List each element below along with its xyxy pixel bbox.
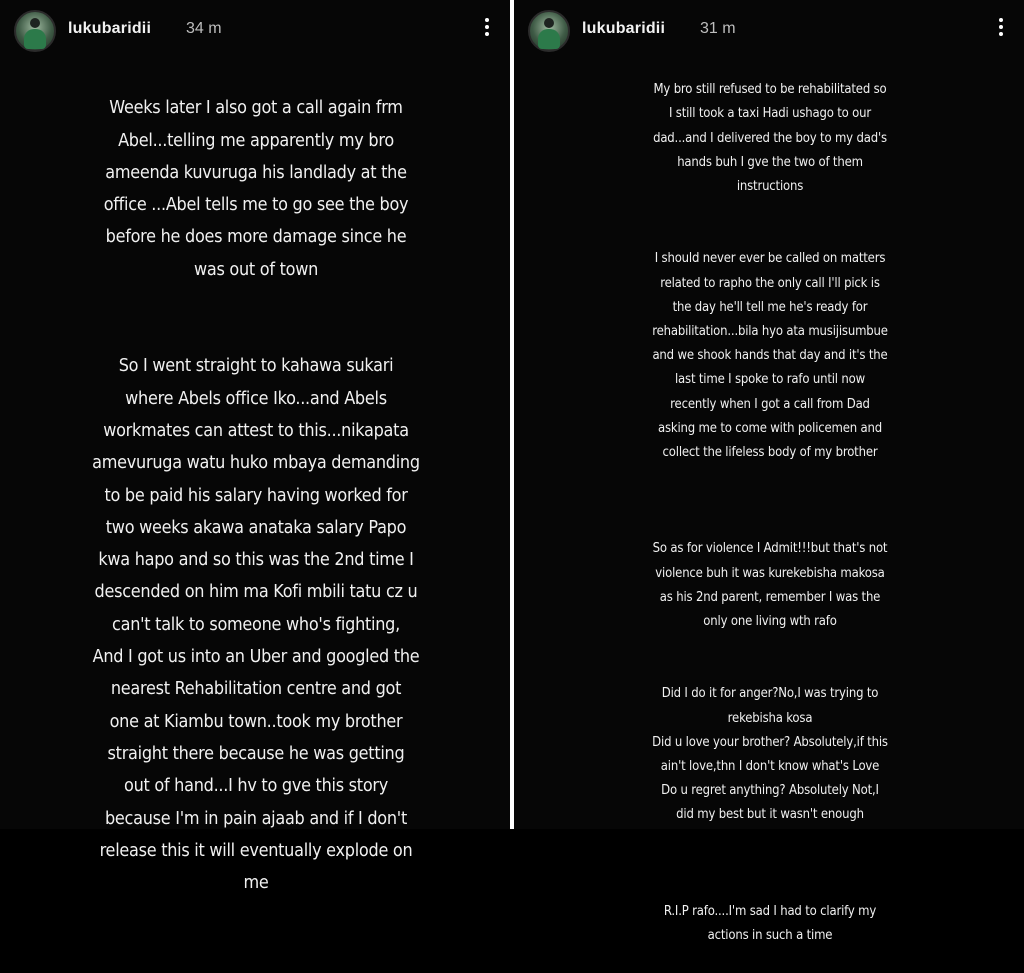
story-text (644, 54, 896, 973)
story-header (526, 8, 1012, 52)
story-paragraph: My bro still refused to be rehabilitated so I still took a taxi Hadi ushago to our dad...and I delivered the boy to my dad's hands buh I gve the two of them instructions (653, 82, 887, 195)
post-time: 31 m (700, 20, 736, 37)
post-time: 34 m (186, 20, 222, 37)
story-panel-right[interactable] (514, 0, 1024, 944)
story-paragraph: I should never ever be called on matters related to rapho the only call I'll pick is the day he'll tell me he's ready for rehabilitation...bila hyo ata musijisumbue and we shook hands that day and it's the last time I spoke to rafo until now recently when I got a call from Dad asking me to come with policemen and collect the lifeless body of my brother (652, 251, 888, 461)
more-options-icon[interactable] (480, 16, 494, 40)
story-header (12, 8, 498, 52)
story-text (90, 60, 421, 932)
story-paragraph: R.I.P rafo....I'm sad I had to clarify my actions in such a time (663, 903, 877, 944)
avatar[interactable] (14, 10, 56, 52)
story-paragraph: Weeks later I also got a call again frm Abel...telling me apparently my bro ameenda kuvuruga his landlady at the office ...Abel tells me to go see the boy before he does more damage since he was out of town (103, 98, 409, 280)
more-options-icon[interactable] (994, 16, 1008, 40)
username[interactable]: lukubaridii (582, 20, 666, 37)
story-paragraph: Did I do it for anger?No,I was trying to rekebisha kosa Did u love your brother? Absolutely,if this ain't love,thn I don't know what's Love Do u regret anything? Absolutely Not,I did my best but it wasn't enough (652, 686, 888, 823)
story-paragraph: So as for violence I Admit!!!but that's not violence buh it was kurekebisha makosa as his 2nd parent, remember I was the only one living wth rafo (652, 541, 888, 630)
story-paragraph: So I went straight to kahawa sukari where Abels office Iko...and Abels workmates can attest to this...nikapata amevuruga watu huko mbaya demanding to be paid his salary having worked for two weeks akawa anataka salary Papo kwa hapo and so this was the 2nd time I descended on him ma Kofi mbili tatu cz u can't talk to someone who's fighting, And I got us into an Uber and googled the nearest Rehabilitation centre and got one at Kiambu town..took my brother straight there because he was getting out of hand...I hv to gve this story because I'm in pain ajaab and if I don't release this it will eventually explode on me (92, 356, 420, 894)
username[interactable]: lukubaridii (68, 20, 152, 37)
story-panel-left[interactable] (0, 0, 511, 894)
avatar[interactable] (528, 10, 570, 52)
